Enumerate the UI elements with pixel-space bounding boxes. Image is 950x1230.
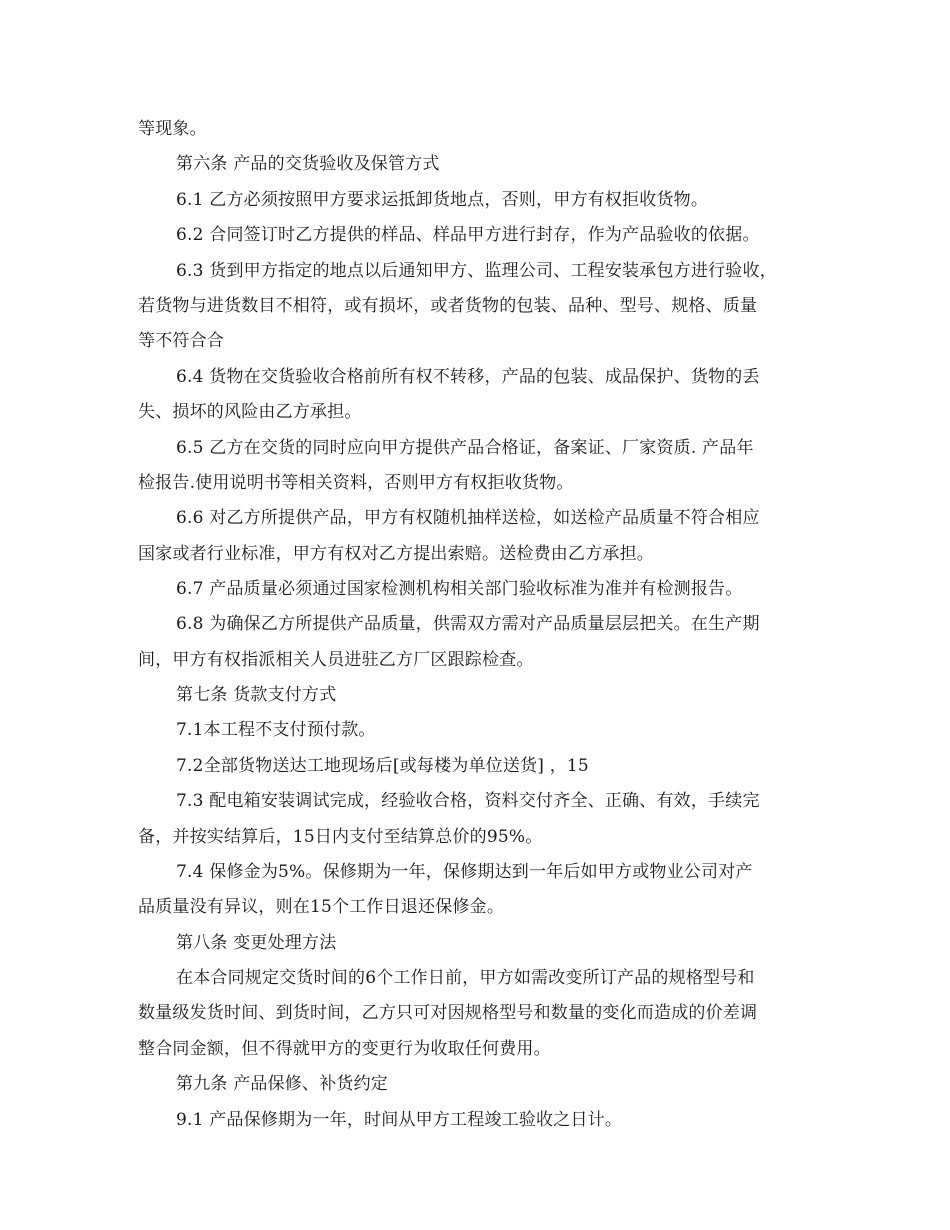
clause-9-1: 9.1 产品保修期为一年，时间从甲方工程竣工验收之日计。 [176, 1110, 623, 1130]
section-heading-8: 第八条 变更处理方法 [176, 933, 337, 953]
text-line: 国家或者行业标准，甲方有权对乙方提出索赔。送检费由乙方承担。 [138, 544, 654, 564]
text-line: 整合同金额，但不得就甲方的变更行为收取任何费用。 [138, 1039, 551, 1059]
section-heading-9: 第九条 产品保修、补货约定 [176, 1074, 389, 1094]
clause-6-1: 6.1 乙方必须按照甲方要求运抵卸货地点，否则，甲方有权拒收货物。 [176, 190, 709, 210]
text-line: 备，并按实结算后，15日内支付至结算总价的95%。 [138, 827, 543, 847]
text-line: 若货物与进货数目不相符，或有损坏，或者货物的包装、品种、型号、规格、质量 [138, 296, 758, 316]
clause-6-7: 6.7 产品质量必须通过国家检测机构相关部门验收标准为准并有检测报告。 [176, 579, 743, 599]
text-line: 等现象。 [138, 119, 207, 139]
clause-7-2: 7.2全部货物送达工地现场后[或每楼为单位送货] ，15 [176, 756, 589, 776]
text-line: 检报告.使用说明书等相关资料，否则甲方有权拒收货物。 [138, 473, 574, 493]
clause-6-8: 6.8 为确保乙方所提供产品质量，供需双方需对产品质量层层把关。在生产期 [176, 614, 760, 634]
clause-6-2: 6.2 合同签订时乙方提供的样品、样品甲方进行封存，作为产品验收的依据。 [176, 225, 760, 245]
section-heading-6: 第六条 产品的交货验收及保管方式 [176, 154, 440, 174]
clause-6-6: 6.6 对乙方所提供产品，甲方有权随机抽样送检，如送检产品质量不符合相应 [176, 508, 760, 528]
clause-7-1: 7.1本工程不支付预付款。 [176, 720, 376, 740]
section-heading-7: 第七条 货款支付方式 [176, 685, 337, 705]
clause-7-3: 7.3 配电箱安装调试完成，经验收合格，资料交付齐全、正确、有效，手续完 [176, 791, 760, 811]
clause-6-3: 6.3 货到甲方指定的地点以后通知甲方、监理公司、工程安装承包方进行验收， [176, 261, 777, 281]
text-line: 数量级发货时间、到货时间，乙方只可对因规格型号和数量的变化而造成的价差调 [138, 1003, 758, 1023]
text-line: 品质量没有异议，则在15个工作日退还保修金。 [138, 897, 505, 917]
paragraph-8: 在本合同规定交货时间的6个工作日前，甲方如需改变所订产品的规格型号和 [176, 968, 755, 988]
text-line: 间，甲方有权指派相关人员进驻乙方厂区跟踪检查。 [138, 650, 534, 670]
clause-6-5: 6.5 乙方在交货的同时应向甲方提供产品合格证，备案证、厂家资质. 产品年 [176, 438, 754, 458]
text-line: 等不符合合 [138, 331, 224, 351]
clause-7-4: 7.4 保修金为5%。保修期为一年，保修期达到一年后如甲方或物业公司对产 [176, 862, 753, 882]
text-line: 失、损坏的风险由乙方承担。 [138, 402, 362, 422]
clause-6-4: 6.4 货物在交货验收合格前所有权不转移，产品的包装、成品保护、货物的丢 [176, 367, 760, 387]
